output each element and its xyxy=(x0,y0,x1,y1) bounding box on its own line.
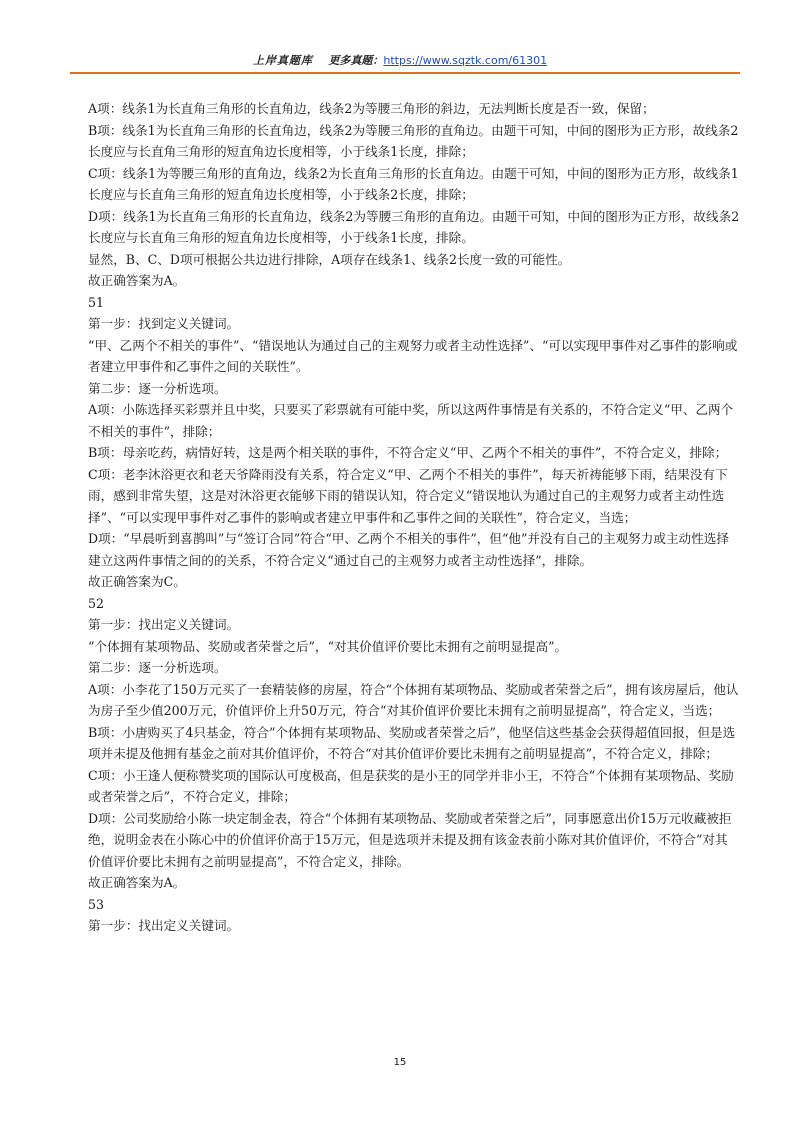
header-more-label: 更多真题： xyxy=(328,54,384,67)
paragraph: A项：小李花了150万元买了一套精装修的房屋，符合“个体拥有某项物品、奖励或者荣誉之后”，拥有该房屋后，他认为房子至少值200万元，价值评价上升50万元，符合“对其价值评价要比未拥有之前明显提高”，符合定义，当选； xyxy=(88,681,739,718)
paragraph: “个体拥有某项物品、奖励或者荣誉之后”，“对其价值评价要比未拥有之前明显提高”。 xyxy=(88,638,568,654)
paragraph: D项：线条1为长直角三角形的长直角边，线条2为等腰三角形的直角边。由题干可知，中间的图形为正方形，故线条2长度应与长直角三角形的短直角边长度相等，小于线条1长度，排除。 xyxy=(88,208,740,245)
page-number: 15 xyxy=(393,1057,407,1068)
question-number: 51 xyxy=(88,294,105,310)
paragraph: 第一步：找出定义关键词。 xyxy=(88,918,240,933)
paragraph: 显然，B、C、D项可根据公共边进行排除，A项存在线条1、线条2长度一致的可能性。 xyxy=(88,251,571,267)
paragraph: A项：线条1为长直角三角形的长直角边，线条2为等腰三角形的斜边，无法判断长度是否一致，保留； xyxy=(88,101,655,116)
paragraph: A项：小陈选择买彩票并且中奖，只要买了彩票就有可能中奖，所以这两件事情是有关系的，不符合定义“甲、乙两个不相关的事件”，排除； xyxy=(88,402,734,439)
paragraph: C项：老李沐浴更衣和老天爷降雨没有关系，符合定义“甲、乙两个不相关的事件”，每天祈祷能够下雨，结果没有下雨，感到非常失望，这是对沐浴更衣能够下雨的错误认知，符合定义“错误地认为通过自己的主观努力或者主动性选择”、“可以实现甲事件对乙事件的影响或者建立甲事件和乙事件之间的关联性”，符合定义，当选； xyxy=(88,466,728,525)
paragraph: 第二步：逐一分析选项。 xyxy=(88,380,227,396)
paragraph: D项：公司奖励给小陈一块定制金表，符合“个体拥有某项物品、奖励或者荣誉之后”，同事愿意出价15万元收藏被拒绝，说明金表在小陈心中的价值评价高于15万元，但是选项并未提及拥有该金表前小陈对其价值评价，不符合“对其价值评价要比未拥有之前明显提高”，不符合定义，排除。 xyxy=(88,810,732,869)
paragraph: 故正确答案为A。 xyxy=(88,273,186,288)
header-brand: 上岸真题库 xyxy=(252,54,313,67)
paragraph: B项：小唐购买了4只基金，符合“个体拥有某项物品、奖励或者荣誉之后”，他坚信这些基金会获得超值回报，但是选项并未提及他拥有基金之前对其价值评价，不符合“对其价值评价要比未拥有之前明显提高”，不符合定义，排除； xyxy=(88,724,736,761)
paragraph: C项：小王逢人便称赞奖项的国际认可度极高，但是获奖的是小王的同学并非小王，不符合“个体拥有某项物品、奖励或者荣誉之后”，不符合定义，排除； xyxy=(88,767,734,804)
paragraph: D项：“早晨听到喜鹊叫”与“签订合同”符合“甲、乙两个不相关的事件”，但“他”并没有自己的主观努力或主动性选择建立这两件事情之间的的关系，不符合定义“通过自己的主观努力或者主动性选择”，排除。 xyxy=(88,531,729,568)
document-body xyxy=(88,98,740,937)
paragraph: C项：线条1为等腰三角形的直角边，线条2为长直角三角形的长直角边。由题干可知，中间的图形为正方形，故线条1长度应与长直角三角形的短直角边长度相等，小于线条2长度，排除； xyxy=(88,165,739,202)
paragraph: B项：母亲吃药，病情好转，这是两个相关联的事件，不符合定义“甲、乙两个不相关的事件”，不符合定义，排除； xyxy=(88,445,728,460)
paragraph: “甲、乙两个不相关的事件”、“错误地认为通过自己的主观努力或者主动性选择”、“可以实现甲事件对乙事件的影响或者建立甲事件和乙事件之间的关联性”。 xyxy=(88,337,738,374)
paragraph: 第一步：找出定义关键词。 xyxy=(88,617,240,632)
question-number: 53 xyxy=(88,896,105,912)
question-number: 52 xyxy=(88,595,105,611)
header-url-link[interactable]: https://www.sqztk.com/61301 xyxy=(383,54,548,67)
page-header xyxy=(0,52,800,68)
paragraph: 第一步：找到定义关键词。 xyxy=(88,316,240,331)
paragraph: 第二步：逐一分析选项。 xyxy=(88,660,227,675)
paragraph: 故正确答案为A。 xyxy=(88,875,186,890)
paragraph: 故正确答案为C。 xyxy=(88,574,186,589)
header-divider xyxy=(70,72,740,74)
paragraph: B项：线条1为长直角三角形的长直角边，线条2为等腰三角形的直角边。由题干可知，中间的图形为正方形，故线条2长度应与长直角三角形的短直角边长度相等，小于线条1长度，排除； xyxy=(88,122,739,159)
